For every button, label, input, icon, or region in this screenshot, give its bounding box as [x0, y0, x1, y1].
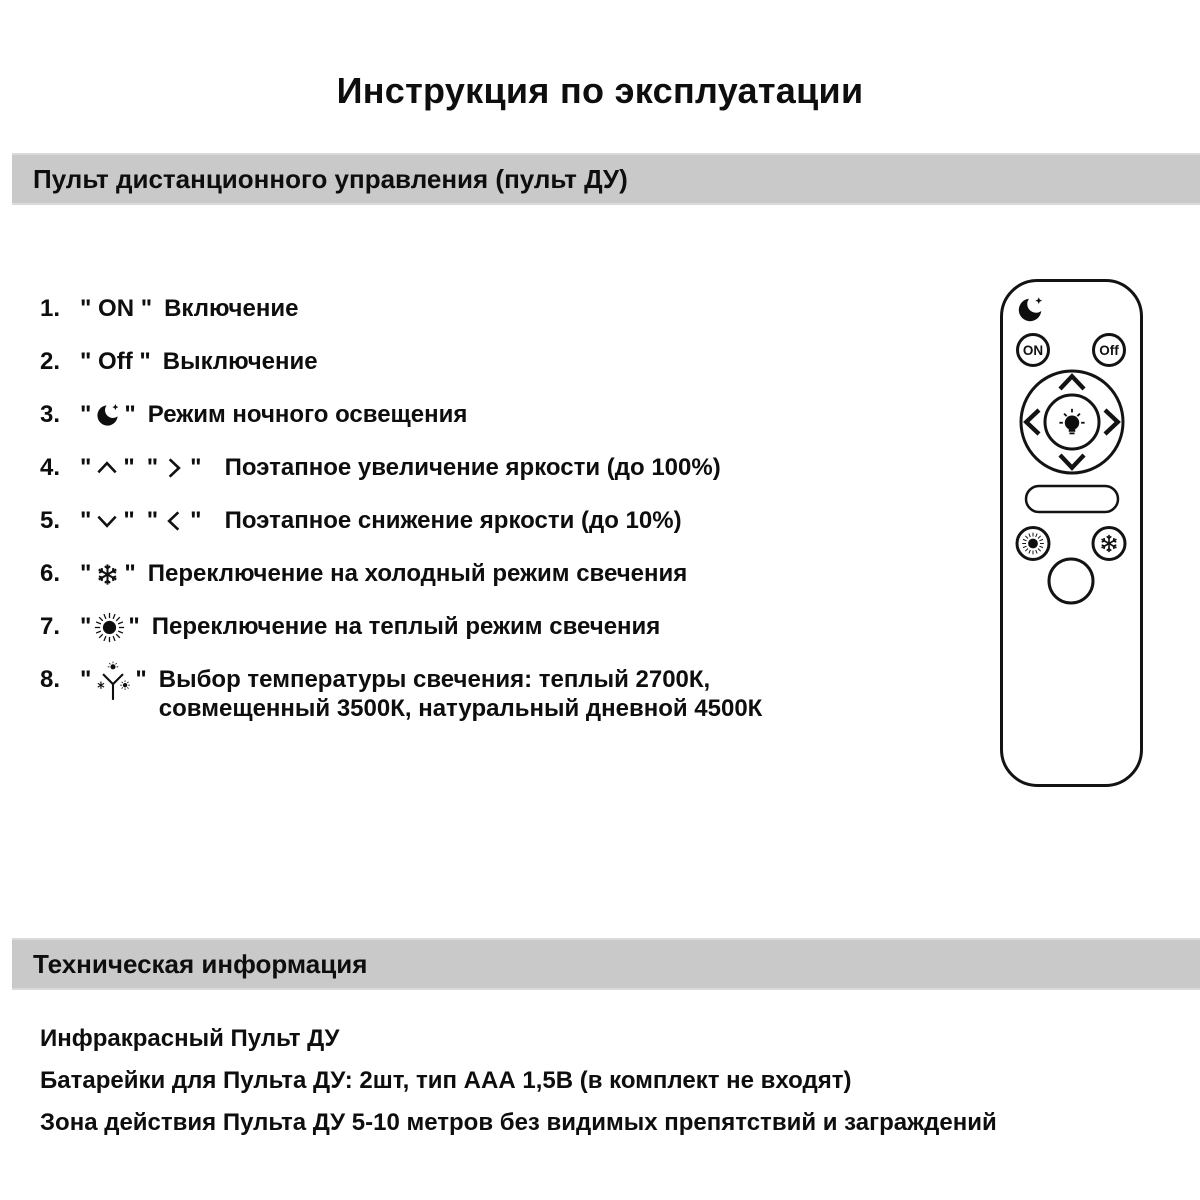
item-text-line2: совмещенный 3500К, натуральный дневной 4500К	[158, 695, 763, 722]
instruction-item-7	[40, 612, 970, 642]
item-number: 4.	[40, 454, 61, 481]
item-text: Выключение	[162, 348, 318, 375]
item-quoted-key: " ON "	[80, 295, 153, 322]
item-text: Переключение на холодный режим свечения	[147, 560, 688, 587]
item-number: 1.	[40, 295, 61, 322]
quote-mark: "	[80, 507, 92, 534]
quote-mark: "	[146, 454, 159, 481]
on-button-label: ON	[1022, 343, 1044, 358]
item-text: Включение	[164, 295, 299, 322]
item-number: 5.	[40, 507, 61, 534]
tech-info-line: Батарейки для Пульта ДУ: 2шт, тип ААА 1,5В (в комплект не входят)	[40, 1067, 852, 1094]
quote-mark: "	[123, 454, 135, 481]
snowflake-icon	[94, 561, 121, 588]
chevron-right-icon	[161, 455, 187, 481]
quote-mark: "	[190, 454, 202, 481]
instruction-item-4	[40, 453, 970, 483]
chevron-up-icon	[94, 455, 120, 481]
quote-mark: "	[146, 507, 159, 534]
quote-mark: "	[80, 401, 92, 428]
instruction-item-8	[40, 665, 970, 723]
tech-info-line: Инфракрасный Пульт ДУ	[40, 1025, 340, 1052]
instruction-list	[40, 294, 970, 746]
section-header-tech-label: Техническая информация	[33, 948, 368, 979]
item-number: 2.	[40, 348, 61, 375]
quote-mark: "	[80, 613, 92, 640]
quote-mark: "	[123, 507, 135, 534]
item-number: 7.	[40, 613, 61, 640]
off-button-label: Off	[1099, 343, 1119, 358]
item-number: 3.	[40, 401, 61, 428]
quote-mark: "	[80, 666, 92, 693]
tech-info-line: Зона действия Пульта ДУ 5-10 метров без видимых препятствий и заграждений	[40, 1109, 997, 1136]
item-text: Поэтапное снижение яркости (до 10%)	[224, 507, 682, 534]
quote-mark: "	[190, 507, 202, 534]
quote-mark: "	[128, 613, 140, 640]
item-text-block	[159, 665, 763, 723]
chevron-down-icon	[94, 508, 120, 534]
sun-icon	[94, 612, 125, 643]
quote-mark: "	[80, 454, 92, 481]
instruction-item-6	[40, 559, 970, 589]
quote-mark: "	[124, 401, 136, 428]
tech-info	[40, 1024, 997, 1150]
moon-icon	[94, 402, 121, 429]
item-text: Переключение на теплый режим свечения	[151, 613, 661, 640]
quote-mark: "	[124, 560, 136, 587]
item-text-line1: Выбор температуры свечения: теплый 2700К,	[158, 666, 711, 693]
temperature-select-icon	[94, 660, 132, 702]
chevron-left-icon	[161, 508, 187, 534]
section-header-remote	[12, 153, 1200, 205]
instruction-item-5	[40, 506, 970, 536]
remote-control-illustration	[1000, 279, 1143, 787]
section-header-remote-label: Пульт дистанционного управления (пульт ДУ)	[33, 163, 628, 194]
quote-mark: "	[80, 560, 92, 587]
instruction-item-1	[40, 294, 970, 324]
item-number: 8.	[40, 666, 61, 693]
page-title: Инструкция по эксплуатации	[336, 70, 864, 111]
item-number: 6.	[40, 560, 61, 587]
quote-mark: "	[135, 666, 147, 693]
section-header-tech	[12, 938, 1200, 990]
item-quoted-key: " Off "	[80, 348, 151, 375]
instruction-item-2	[40, 347, 970, 377]
instruction-item-3	[40, 400, 970, 430]
sun-icon	[1022, 533, 1044, 555]
item-text: Поэтапное увеличение яркости (до 100%)	[224, 454, 721, 481]
item-text: Режим ночного освещения	[147, 401, 468, 428]
